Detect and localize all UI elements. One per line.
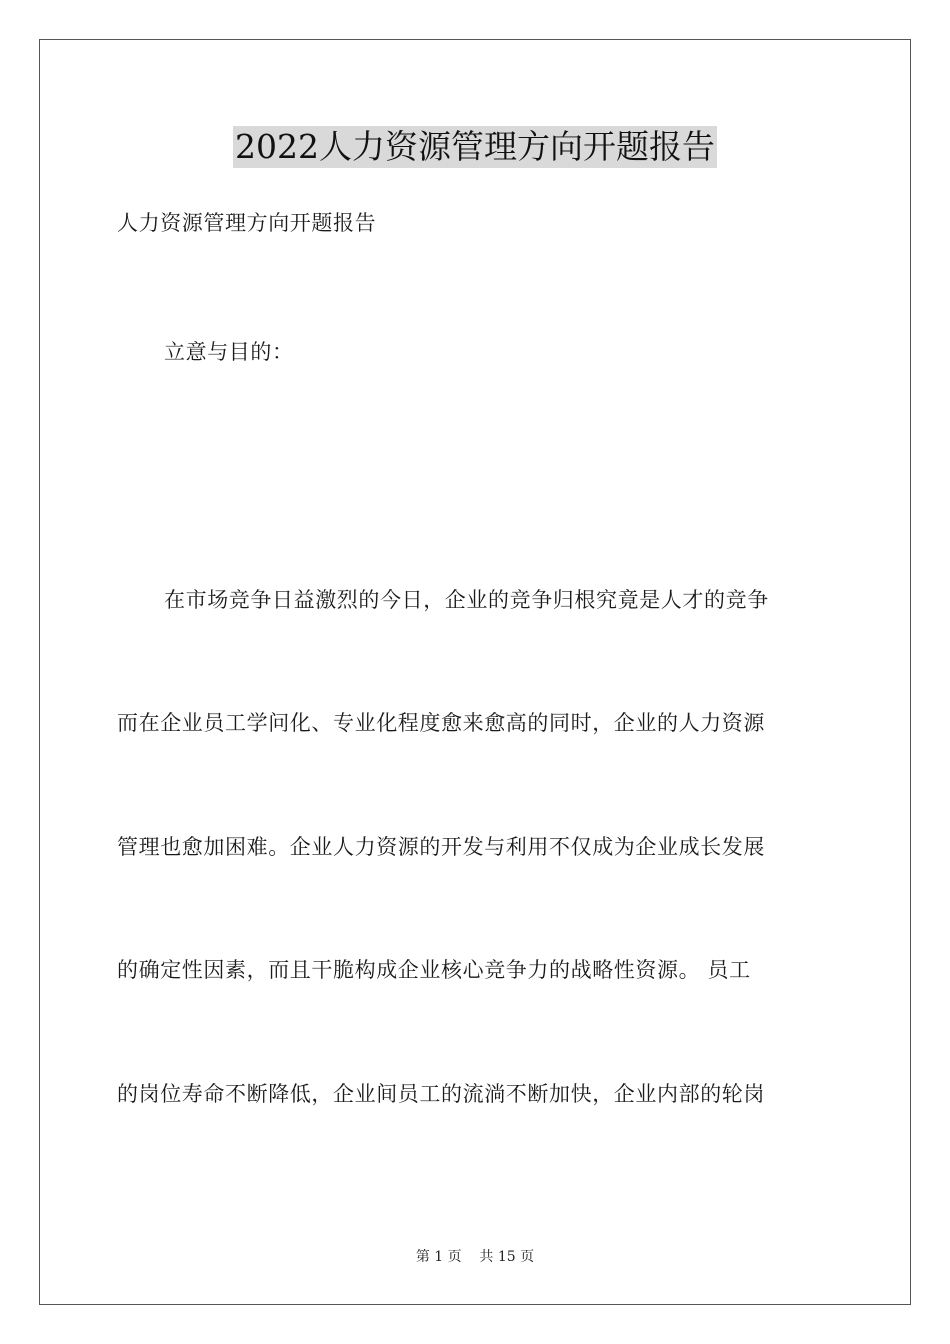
body-line: 的岗位寿命不断降低，企业间员工的流淌不断加快，企业内部的轮岗 [117,1082,765,1106]
body-line: 而在企业员工学问化、专业化程度愈来愈高的同时，企业的人力资源 [117,711,765,735]
document-title: 2022人力资源管理方向开题报告 [235,127,715,166]
body-line: 的确定性因素，而且干脆构成企业核心竞争力的战略性资源。 员工 [117,958,751,982]
page-number-footer: 第 1 页 共 15 页 [415,1249,535,1265]
body-line: 在市场竞争日益激烈的今日，企业的竞争归根究竟是人才的竞争 [164,588,769,612]
section-heading: 立意与目的： [164,340,294,364]
body-line: 管理也愈加困难。企业人力资源的开发与利用不仅成为企业成长发展 [117,835,765,859]
document-subtitle: 人力资源管理方向开题报告 [117,211,377,235]
title-container [0,126,950,168]
